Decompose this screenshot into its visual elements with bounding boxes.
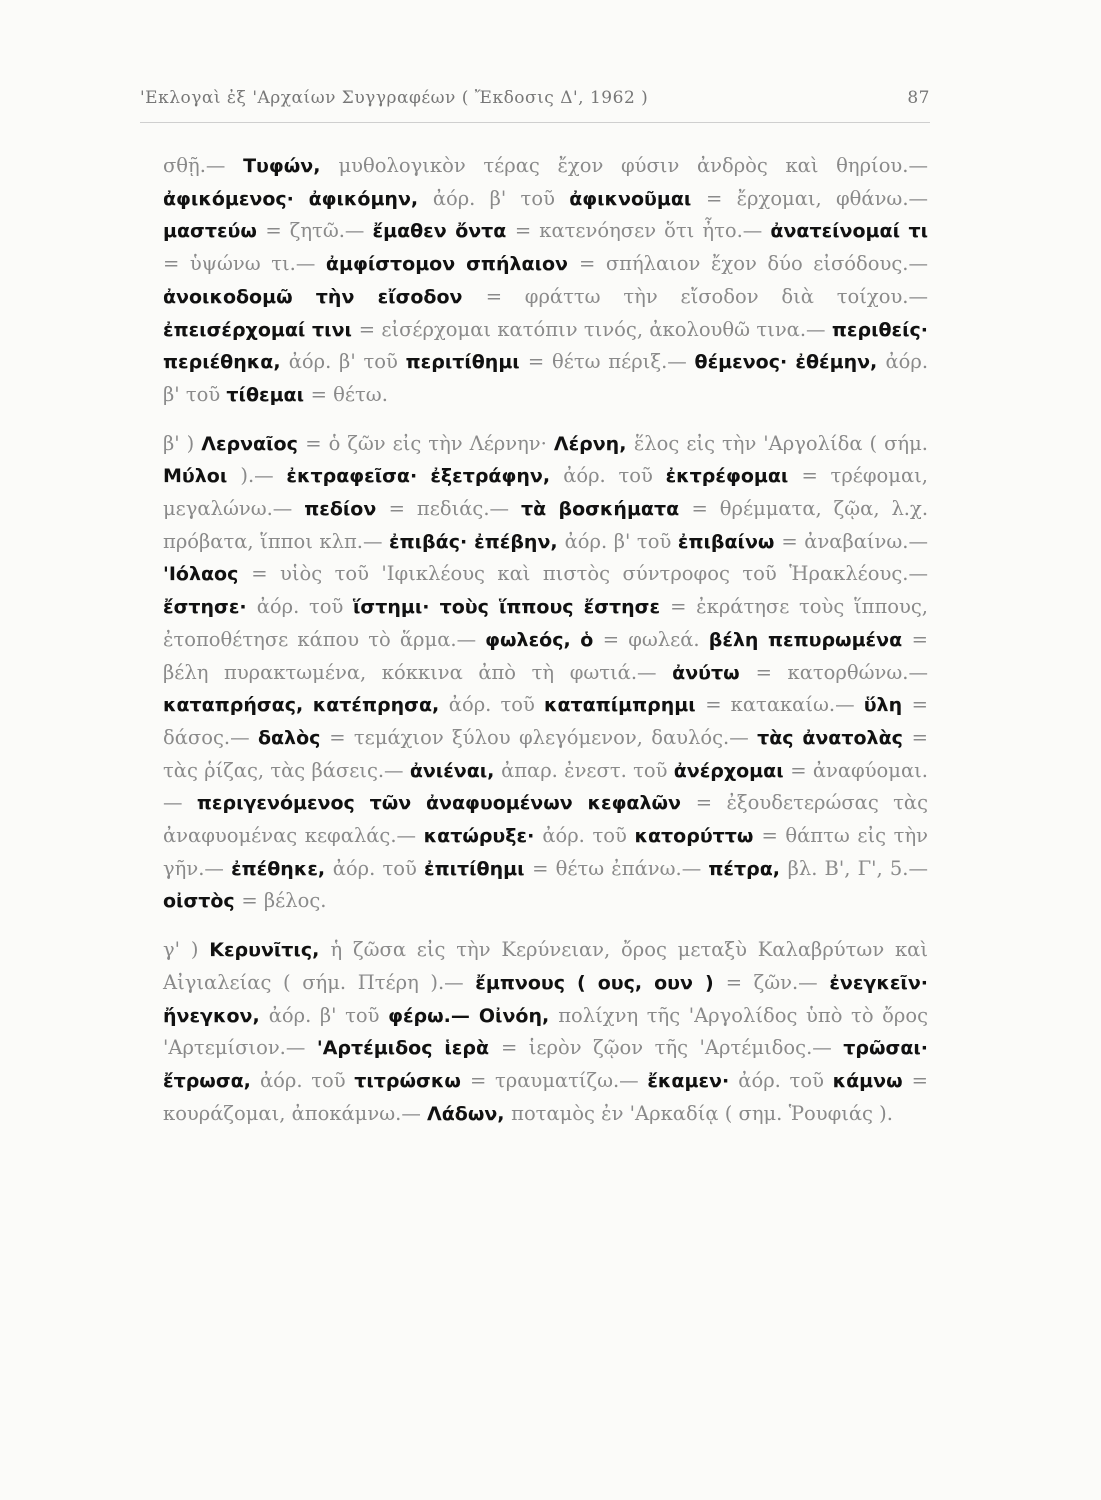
headword: μαστεύω	[163, 220, 266, 243]
headword: ἐνεγκεῖν· ἤνεγκον,	[163, 971, 928, 1027]
gloss-text: = βέλη πυρακτωμένα, κόκκινα ἀπὸ τὴ φωτιά.—	[163, 627, 928, 684]
headword: ἐκτραφεῖσα· ἐξετράφην,	[286, 465, 564, 488]
headword: ἐπιβάς· ἐπέβην,	[389, 530, 565, 553]
gloss-text: = υἱὸς τοῦ 'Ιφικλέους καὶ πιστὸς σύντροφος τοῦ Ἡρακλέους.—	[251, 562, 928, 586]
gloss-text: ἕλος εἰς τὴν 'Αργολίδα ( σήμ.	[633, 431, 928, 455]
gloss-text: πολίχνη τῆς 'Αργολίδος ὑπὸ τὸ ὄρος 'Αρτεμίσιον.—	[163, 1003, 929, 1060]
headword: περιτίθημι	[405, 351, 528, 374]
headword: ἐπεισέρχομαί τινι	[163, 318, 359, 341]
gloss-text: = ἀναβαίνω.—	[781, 529, 929, 553]
gloss-text: = ὑψώνω τι.—	[163, 252, 326, 276]
headword: κατώρυξε·	[423, 825, 543, 848]
headword: Λάδων,	[427, 1102, 512, 1125]
gloss-text: = τρέφομαι, μεγαλώνω.—	[163, 464, 928, 521]
gloss-text: γ' )	[163, 938, 210, 962]
gloss-text: ἀόρ. β' τοῦ	[288, 350, 406, 374]
headword: τρῶσαι· ἔτρωσα,	[163, 1037, 928, 1092]
glossary-body	[163, 150, 928, 1130]
headword: Οἰνόη,	[478, 1004, 559, 1027]
headword: ἵστημι· τοὺς ἵππους ἔστησε	[353, 596, 671, 619]
gloss-text: = ἱερὸν ζῷον τῆς 'Αρτέμιδος.—	[500, 1036, 844, 1060]
headword: ἀνύτω	[672, 661, 756, 684]
headword: ὕλη	[863, 694, 912, 717]
gloss-text: ἀόρ. τοῦ	[259, 1068, 355, 1092]
headword: ἔκαμεν·	[647, 1069, 739, 1092]
headword: ἀμφίστομον σπήλαιον	[325, 253, 579, 276]
gloss-text: ἀόρ. τοῦ	[738, 1068, 833, 1092]
gloss-text: = ὁ ζῶν εἰς τὴν Λέρνην·	[305, 431, 554, 455]
gloss-text: = τὰς ῥίζας, τὰς βάσεις.—	[163, 725, 929, 782]
headword: ἀνοικοδομῶ τὴν εἴσοδον	[163, 285, 486, 308]
gloss-text: ἀόρ. β' τοῦ	[432, 186, 570, 210]
headword: πέτρα,	[708, 857, 788, 880]
headword: περιγενόμενος τῶν ἀναφυομένων κεφαλῶν	[196, 792, 696, 815]
gloss-text: ἀόρ. τοῦ	[256, 595, 354, 619]
glossary-paragraph	[163, 150, 928, 412]
headword: ἔμαθεν ὄντα	[372, 220, 515, 243]
headword: 'Αρτέμιδος ἱερὰ	[316, 1037, 501, 1060]
gloss-text: ἀπαρ. ἐνεστ. τοῦ	[501, 758, 674, 782]
running-header	[140, 88, 930, 108]
headword: τίθεμαι	[226, 383, 311, 406]
gloss-text: = τραυματίζω.—	[469, 1068, 648, 1092]
gloss-text: = δάσος.—	[163, 693, 928, 749]
headword: κατορύττω	[634, 825, 762, 848]
gloss-text: = ἀναφύομαι.—	[163, 758, 928, 815]
headword: ἐπιβαίνω	[677, 530, 782, 553]
page-number: 87	[907, 88, 930, 108]
gloss-text: = θέτω ἐπάνω.—	[532, 856, 709, 880]
gloss-text: = θέτω.	[310, 382, 388, 406]
headword: πεδίον	[304, 498, 389, 521]
header-rule	[140, 122, 930, 123]
headword: Κερυνῖτις,	[209, 939, 331, 962]
gloss-text: = τεμάχιον ξύλου φλεγόμενον, δαυλός.—	[329, 725, 758, 749]
headword: φωλεός, ὁ	[485, 628, 603, 651]
gloss-text: = πεδιάς.—	[388, 497, 521, 521]
headword: ἀφικνοῦμαι	[569, 187, 706, 210]
gloss-text: ποταμὸς ἐν 'Αρκαδίᾳ ( σημ. Ῥουφιάς ).	[511, 1101, 893, 1125]
gloss-text: ἀόρ. τοῦ	[448, 693, 544, 717]
headword: τὰς ἀνατολὰς	[757, 726, 912, 749]
gloss-text: ἀόρ. τοῦ	[563, 464, 666, 488]
headword: Τυφών,	[243, 155, 339, 177]
headword: τὰ βοσκήματα	[520, 498, 692, 521]
gloss-text: = φράττω τὴν εἴσοδον διὰ τοίχου.—	[485, 284, 929, 308]
gloss-text: = ἔρχομαι, φθάνω.—	[705, 186, 929, 210]
gloss-text: ).—	[240, 464, 287, 488]
glossary-paragraph	[163, 934, 928, 1130]
headword: ἐπέθηκε,	[231, 857, 333, 880]
headword: περιθείς· περιέθηκα,	[163, 318, 928, 374]
gloss-text: ἡ ζῶσα εἰς τὴν Κερύνειαν, ὄρος μεταξὺ Καλαβρύτων καὶ Αἰγιαλείας ( σήμ. Πτέρη ).—	[163, 938, 928, 994]
running-title: 'Εκλογαὶ ἐξ 'Αρχαίων Συγγραφέων ( Ἔκδοσις Δ', 1962 )	[140, 88, 649, 108]
headword: ἀφικόμενος· ἀφικόμην,	[163, 187, 433, 210]
headword: θέμενος· ἐθέμην,	[694, 351, 886, 374]
headword: καταπρήσας, κατέπρησα,	[163, 694, 449, 717]
headword: Λέρνη,	[553, 432, 634, 455]
gloss-text: = φωλεά.	[602, 627, 709, 651]
gloss-text: ἀόρ. τοῦ	[542, 824, 635, 848]
headword: καταπίμπρημι	[543, 694, 706, 717]
headword: βέλη πεπυρωμένα	[708, 628, 912, 651]
gloss-text: = θρέμματα, ζῷα, λ.χ. πρόβατα, ἵπποι κλπ.—	[163, 497, 929, 553]
gloss-text: = κατορθώνω.—	[755, 660, 928, 684]
gloss-text: βλ. Β', Γ', 5.—	[787, 856, 928, 880]
headword: ἀνατείνομαί τι	[770, 220, 928, 243]
headword: ἐκτρέφομαι	[665, 465, 802, 488]
headword: ἀνέρχομαι	[673, 759, 791, 782]
headword: κάμνω	[832, 1069, 912, 1092]
gloss-text: μυθολογικὸν τέρας ἔχον φύσιν ἀνδρὸς καὶ θηρίου.—	[338, 154, 928, 177]
gloss-text: = κατενόησεν ὅτι ἦτο.—	[514, 219, 771, 243]
gloss-text: = ζῶν.—	[725, 970, 830, 994]
headword: ἔστησε·	[163, 596, 257, 619]
gloss-text: = κουράζομαι, ἀποκάμνω.—	[163, 1068, 929, 1125]
gloss-text: = σπήλαιον ἔχον δύο εἰσόδους.—	[578, 252, 929, 276]
headword: ἔμπνους ( ους, ουν )	[475, 971, 726, 994]
headword: φέρω.—	[388, 1004, 479, 1027]
gloss-text: β' )	[163, 431, 202, 455]
headword: δαλὸς	[257, 726, 330, 749]
headword: Μύλοι	[163, 465, 241, 488]
gloss-text: = θάπτω εἰς τὴν γῆν.—	[163, 824, 928, 880]
gloss-text: ἀόρ. β' τοῦ	[564, 529, 678, 553]
headword: ἀνιέναι,	[409, 759, 502, 782]
gloss-text: σθῇ.—	[163, 154, 244, 177]
gloss-text: = ἐκράτησε τοὺς ἵππους, ἐτοποθέτησε κάπου τὸ ἅρμα.—	[163, 595, 928, 651]
gloss-text: = ἐξουδετερώσας τὰς ἀναφυομένας κεφαλάς.—	[163, 791, 928, 848]
headword: οἰστὸς	[163, 890, 242, 913]
gloss-text: ἀόρ. β' τοῦ	[163, 350, 929, 406]
gloss-text: = θέτω πέριξ.—	[527, 350, 695, 374]
gloss-text: = ζητῶ.—	[265, 219, 373, 243]
gloss-text: = κατακαίω.—	[705, 693, 864, 717]
headword: ἐπιτίθημι	[424, 857, 533, 880]
headword: Λερναῖος	[201, 432, 306, 455]
gloss-text: ἀόρ. β' τοῦ	[268, 1003, 389, 1027]
gloss-text: ἀόρ. τοῦ	[332, 856, 424, 880]
gloss-text: = βέλος.	[241, 889, 327, 913]
headword: 'Ιόλαος	[163, 563, 252, 586]
gloss-text: = εἰσέρχομαι κατόπιν τινός, ἀκολουθῶ τινα.—	[358, 317, 832, 341]
headword: τιτρώσκω	[354, 1069, 470, 1092]
glossary-paragraph	[163, 428, 928, 919]
